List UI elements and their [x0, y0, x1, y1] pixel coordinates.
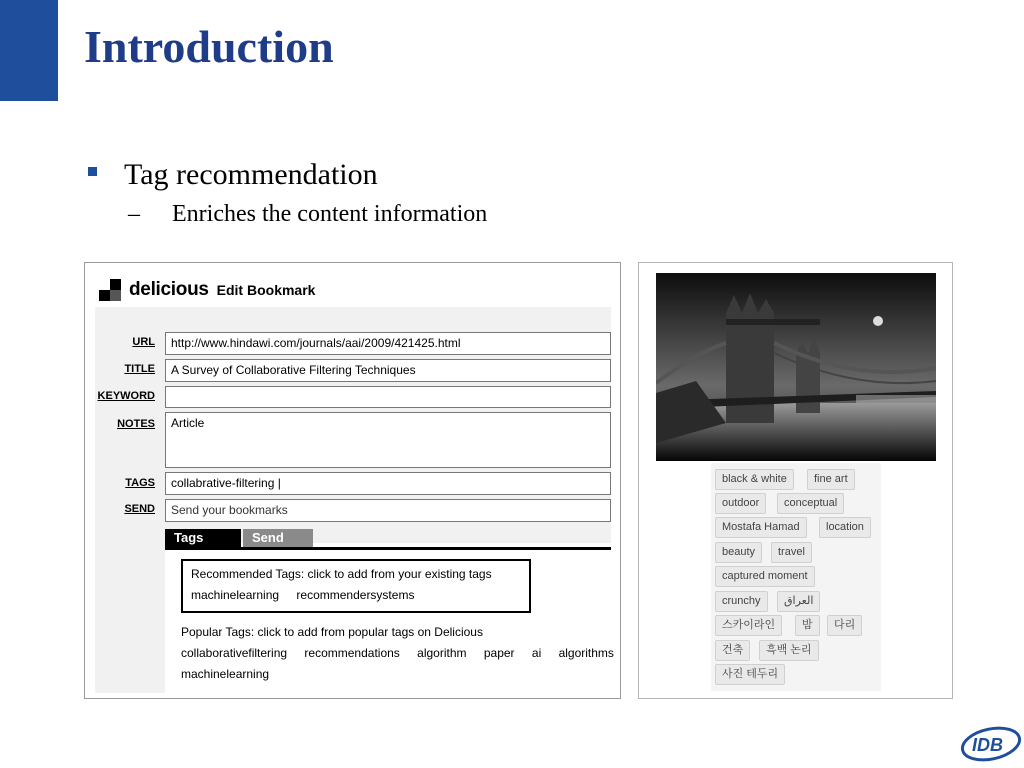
idb-logo-icon	[960, 722, 1022, 766]
tags-input[interactable]	[165, 472, 611, 495]
popular-tag[interactable]: ai	[531, 646, 542, 660]
recommended-tag[interactable]: recommendersystems	[296, 588, 415, 602]
popular-tag[interactable]: collaborativefiltering	[181, 646, 288, 660]
edit-bookmark-title: Edit Bookmark	[216, 282, 316, 298]
photo-tag-chip[interactable]: black & white	[715, 469, 794, 490]
tags-label: TAGS	[125, 477, 155, 489]
photo-tag-chip[interactable]: outdoor	[715, 493, 766, 514]
photo-tag-chip[interactable]: 스카이라인	[715, 615, 782, 636]
keyword-input[interactable]	[165, 386, 611, 408]
url-label: URL	[132, 336, 155, 348]
url-input[interactable]: http://www.hindawi.com/journals/aai/2009/421425.html	[165, 332, 611, 355]
slide-title: Introduction	[84, 21, 334, 72]
tower-bridge-photo	[656, 273, 936, 461]
photo-tag-chip[interactable]: Mostafa Hamad	[715, 517, 807, 538]
send-label: SEND	[124, 503, 155, 515]
photo-tag-chip[interactable]: captured moment	[715, 566, 815, 587]
sub-bullet-text: Enriches the content information	[172, 201, 488, 227]
popular-tag[interactable]: algorithms	[558, 646, 614, 660]
delicious-header	[99, 277, 315, 303]
recommended-heading: Recommended Tags:	[191, 567, 305, 581]
tab-tags[interactable]: Tags	[165, 529, 241, 547]
title-label: TITLE	[124, 363, 155, 375]
photo-tag-chip[interactable]: crunchy	[715, 591, 768, 612]
popular-tag[interactable]: recommendations	[304, 646, 400, 660]
popular-tag[interactable]: machinelearning	[181, 667, 270, 681]
tabs-bar	[165, 529, 611, 550]
photo-tag-chip[interactable]: 흑백 논리	[759, 640, 819, 661]
photo-tag-chip[interactable]: fine art	[807, 469, 855, 490]
popular-hint: click to add from popular tags on Delicious	[257, 625, 483, 639]
recommended-hint: click to add from your existing tags	[307, 567, 492, 581]
notes-label: NOTES	[117, 418, 155, 430]
notes-textarea[interactable]: Article	[165, 412, 611, 468]
photo-tag-chip[interactable]: العراق	[777, 591, 820, 612]
bookmark-form	[95, 307, 614, 693]
delicious-logo-icon	[99, 279, 121, 301]
square-bullet-icon	[88, 167, 97, 176]
photo-tag-list	[711, 463, 881, 691]
popular-tag[interactable]: paper	[483, 646, 515, 660]
delicious-edit-bookmark-screenshot	[84, 262, 621, 699]
popular-tags	[181, 625, 614, 688]
recommended-tags-box	[181, 559, 531, 613]
title-input[interactable]: A Survey of Collaborative Filtering Techniques	[165, 359, 611, 382]
title-accent-bar	[0, 0, 58, 101]
keyword-label: KEYWORD	[97, 390, 155, 402]
photo-tag-chip[interactable]: location	[819, 517, 871, 538]
idb-logo-text: IDB	[972, 735, 1003, 755]
photo-tag-chip[interactable]: beauty	[715, 542, 762, 563]
sub-bullet	[128, 200, 487, 229]
photo-tag-chip[interactable]: 밤	[795, 615, 820, 636]
text-cursor: |	[277, 476, 281, 490]
photo-tag-chip[interactable]: travel	[771, 542, 812, 563]
dash-bullet: –	[128, 201, 140, 227]
photo-tag-chip[interactable]: conceptual	[777, 493, 844, 514]
photo-tag-chip[interactable]: 사진 테두리	[715, 664, 785, 685]
popular-tag[interactable]: algorithm	[417, 646, 467, 660]
photo-tagging-screenshot	[638, 262, 953, 699]
bullet-text: Tag recommendation	[124, 158, 378, 191]
recommended-tag[interactable]: machinelearning	[191, 588, 280, 602]
photo-tag-chip[interactable]: 건축	[715, 640, 750, 661]
delicious-brand: delicious	[129, 279, 209, 300]
tab-send[interactable]: Send	[243, 529, 313, 547]
photo-tag-chip[interactable]: 다리	[827, 615, 862, 636]
popular-heading: Popular Tags:	[181, 625, 255, 639]
send-input[interactable]: Send your bookmarks	[165, 499, 611, 522]
tags-input-value: collabrative-filtering	[171, 476, 275, 490]
